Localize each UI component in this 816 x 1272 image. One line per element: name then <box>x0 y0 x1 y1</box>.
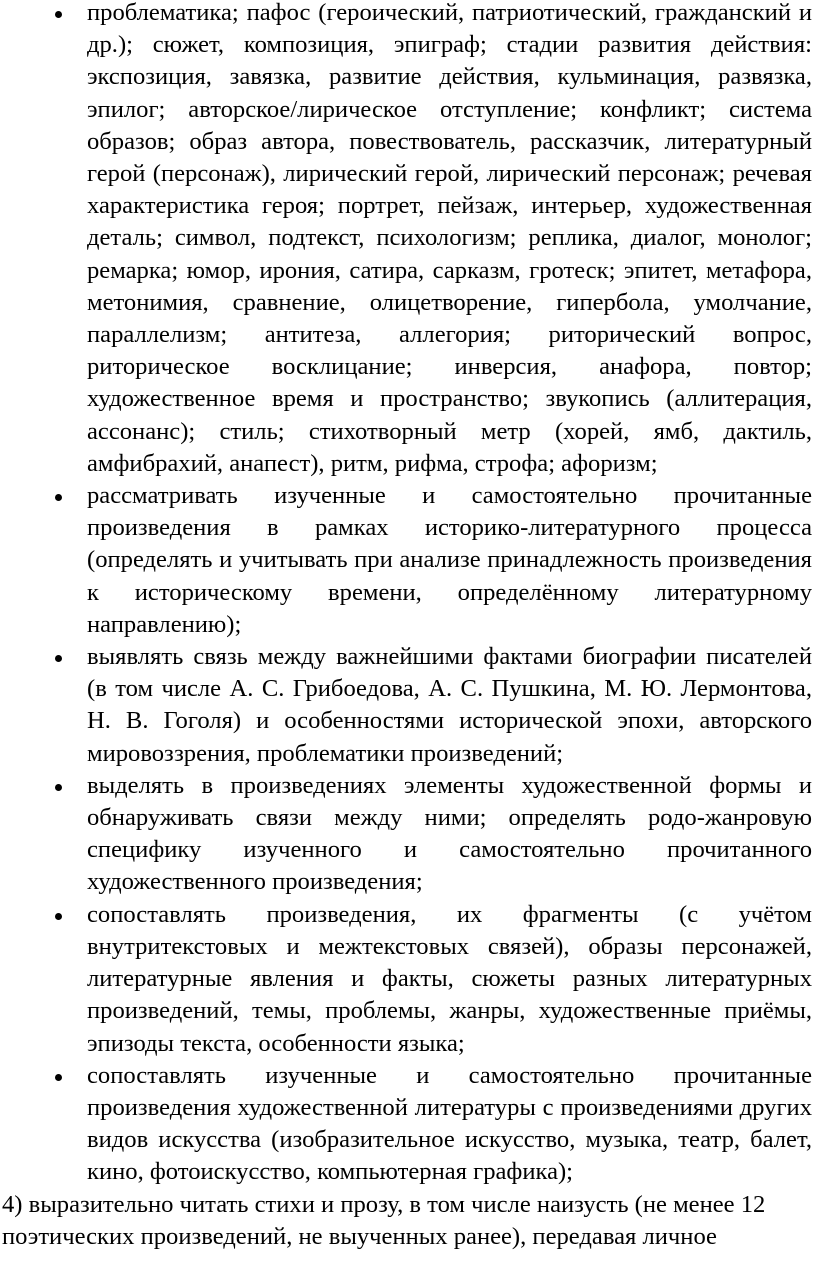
list-item <box>0 1060 816 1189</box>
list-item <box>0 770 816 899</box>
bullet-icon <box>55 494 62 501</box>
list-item <box>0 899 816 1060</box>
list-item-text: рассматривать изученные и самостоятельно прочитанные произведения в рамках историко-литературного процесса (определять и учитывать при анализе принадлежность произведения к историческому времени, определённому литературному направлению); <box>87 482 812 638</box>
list-item <box>0 641 816 770</box>
list-item <box>0 480 816 641</box>
bullet-icon <box>55 1074 62 1081</box>
bullet-icon <box>55 913 62 920</box>
bullet-icon <box>55 655 62 662</box>
list-item-text: выделять в произведениях элементы художественной формы и обнаруживать связи между ними; определять родо-жанровую специфику изученного и самостоятельно прочитанного художественного произведения; <box>87 771 812 896</box>
list-item-text: проблематика; пафос (героический, патриотический, гражданский и др.); сюжет, композиция, эпиграф; стадии развития действия: экспозиция, завязка, развитие действия, кульминация, развязка, эпилог; авторское/лирическое отступление; конфликт; система образов; образ автора, повествователь, рассказчик, литературный герой (персонаж), лирический герой, лирический персонаж; речевая характеристика героя; портрет, пейзаж, интерьер, художественная деталь; символ, подтекст, психологизм; реплика, диалог, монолог; ремарка; юмор, ирония, сатира, сарказм, гротеск; эпитет, метафора, метонимия, сравнение, олицетворение, гипербола, умолчание, параллелизм; антитеза, аллегория; риторический вопрос, риторическое восклицание; инверсия, анафора, повтор; художественное время и пространство; звукопись (аллитерация, ассонанс); стиль; стихотворный метр (хорей, ямб, дактиль, амфибрахий, анапест), ритм, рифма, строфа; афоризм; <box>87 0 812 477</box>
closing-paragraph: 4) выразительно читать стихи и прозу, в том числе наизусть (не менее 12 поэтических произведений, не выученных ранее), передавая личное <box>2 1190 766 1250</box>
bullet-icon <box>55 11 62 18</box>
list-item-text: сопоставлять изученные и самостоятельно прочитанные произведения художественной литературы с произведениями других видов искусства (изобразительное искусство, музыка, театр, балет, кино, фотоискусство, компьютерная графика); <box>87 1061 812 1186</box>
list-item <box>0 0 816 480</box>
list-item-text: выявлять связь между важнейшими фактами биографии писателей (в том числе А. С. Грибоедова, А. С. Пушкина, М. Ю. Лермонтова, Н. В. Гоголя) и особенностями исторической эпохи, авторского мировоззрения, проблематики произведений; <box>87 643 812 767</box>
list-item-text: сопоставлять произведения, их фрагменты (с учётом внутритекстовых и межтекстовых связей), образы персонажей, литературные явления и факты, сюжеты разных литературных произведений, темы, проблемы, жанры, художественные приёмы, эпизоды текста, особенности языка; <box>87 900 812 1057</box>
bullet-icon <box>55 784 62 791</box>
